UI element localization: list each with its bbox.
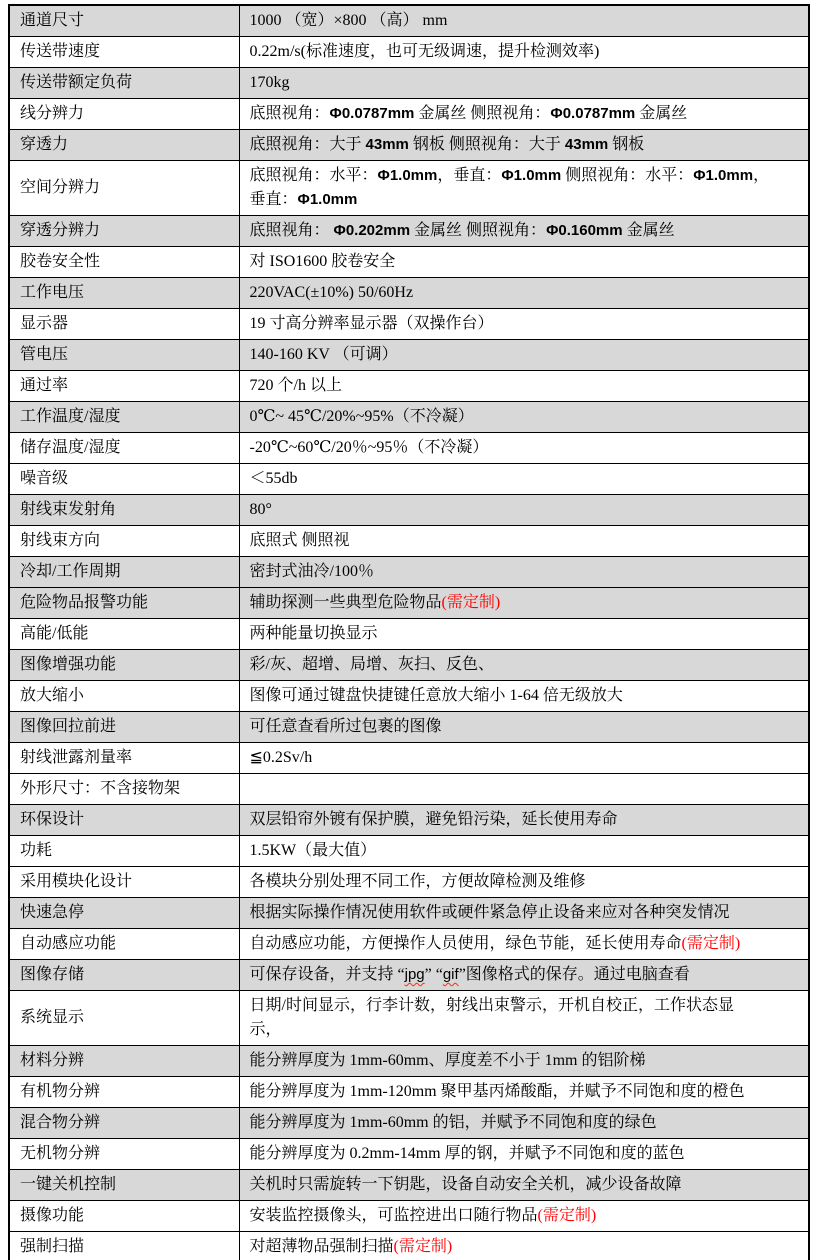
table-row	[9, 5, 809, 37]
spec-value-cell	[239, 464, 809, 495]
spec-value-text: ≦0.2Sv/h	[249, 749, 313, 766]
spec-value-cell	[239, 161, 809, 216]
custom-required-note: (需定制)	[441, 594, 501, 611]
spec-name-cell: 放大缩小	[9, 681, 239, 712]
spec-value-cell	[239, 247, 809, 278]
spec-name-cell: 空间分辨力	[9, 161, 239, 216]
table-row	[9, 130, 809, 161]
spec-value-cell	[239, 495, 809, 526]
spec-value-text: ，垂直：	[437, 167, 502, 184]
spec-value-text: 自动感应功能，方便操作人员使用，绿色节能，延长使用寿命	[249, 935, 682, 952]
spec-value-text: ” “	[424, 966, 443, 983]
spec-value-text: Φ1.0mm	[501, 167, 562, 184]
table-row	[9, 836, 809, 867]
table-row	[9, 99, 809, 130]
spec-value-text: 钢板 侧照视角：大于	[408, 136, 565, 153]
spec-name-cell: 一键关机控制	[9, 1170, 239, 1201]
spec-value-cell	[239, 619, 809, 650]
spec-value-cell	[239, 929, 809, 960]
spec-name-cell: 线分辨力	[9, 99, 239, 130]
spec-value-cell	[239, 898, 809, 929]
spec-name-cell: 工作温度/湿度	[9, 402, 239, 433]
spec-name-cell: 穿透力	[9, 130, 239, 161]
spec-name-cell: 图像回拉前进	[9, 712, 239, 743]
spec-value-text: 43mm	[365, 136, 409, 153]
spec-value-cell	[239, 309, 809, 340]
spec-value-text: 能分辨厚度为 1mm-120mm 聚甲基丙烯酸酯，并赋予不同饱和度的橙色	[249, 1083, 745, 1100]
table-row	[9, 161, 809, 216]
spec-name-cell: 采用模块化设计	[9, 867, 239, 898]
spec-value-text: 能分辨厚度为 1mm-60mm、厚度差不小于 1mm 的铝阶梯	[249, 1052, 646, 1069]
spec-name-cell: 工作电压	[9, 278, 239, 309]
spec-value-text: 辅助探测一些典型危险物品	[249, 594, 442, 611]
spec-value-text: 侧照视角：水平：	[561, 167, 694, 184]
table-row	[9, 929, 809, 960]
spec-value-text: 1.5KW（最大值）	[249, 842, 377, 859]
spec-value-cell	[239, 1046, 809, 1077]
spec-value-text: Φ0.202mm	[333, 222, 411, 239]
table-row	[9, 495, 809, 526]
spec-value-text: 0℃~ 45℃/20%~95%（不冷凝）	[249, 408, 474, 425]
spec-value-text: 金属丝	[622, 222, 675, 239]
spec-value-text: Φ0.0787mm	[329, 105, 415, 122]
table-row	[9, 37, 809, 68]
spec-name-cell: 传送带额定负荷	[9, 68, 239, 99]
spec-value-cell	[239, 68, 809, 99]
spec-value-cell	[239, 1201, 809, 1232]
table-row	[9, 464, 809, 495]
spec-name-cell: 射线泄露剂量率	[9, 743, 239, 774]
custom-required-note: (需定制)	[393, 1238, 453, 1255]
spec-value-text: 720 个/h 以上	[249, 377, 342, 394]
spec-value-text: 140-160 KV （可调）	[249, 346, 398, 363]
spec-value-cell	[239, 216, 809, 247]
spec-name-cell: 穿透分辨力	[9, 216, 239, 247]
spec-value-text: 170kg	[249, 74, 290, 91]
spec-name-cell: 危险物品报警功能	[9, 588, 239, 619]
spec-value-text: 19 寸高分辨率显示器（双操作台）	[249, 315, 494, 332]
table-row	[9, 1232, 809, 1260]
spec-value-text: 根据实际操作情况使用软件或硬件紧急停止设备来应对各种突发情况	[249, 904, 730, 921]
spec-value-text: 关机时只需旋转一下钥匙，设备自动安全关机，减少设备故障	[249, 1176, 682, 1193]
spec-name-cell: 通过率	[9, 371, 239, 402]
table-row	[9, 557, 809, 588]
table-row	[9, 1108, 809, 1139]
spec-value-cell	[239, 1170, 809, 1201]
spec-value-cell	[239, 1139, 809, 1170]
spec-value-cell	[239, 1077, 809, 1108]
spec-value-text: 图像可通过键盘快捷键任意放大缩小 1-64 倍无级放大	[249, 687, 623, 704]
spec-value-cell	[239, 1232, 809, 1260]
spec-value-text: -20℃~60℃/20％~95％（不冷凝）	[249, 439, 489, 456]
spec-name-cell: 无机物分辨	[9, 1139, 239, 1170]
spellcheck-flagged-text: gif	[442, 966, 459, 983]
spec-value-text: Φ0.0787mm	[550, 105, 636, 122]
table-row	[9, 960, 809, 991]
spec-value-cell	[239, 37, 809, 68]
spec-name-cell: 管电压	[9, 340, 239, 371]
spec-value-text: 钢板	[608, 136, 645, 153]
spec-value-text: 对超薄物品强制扫描	[249, 1238, 394, 1255]
spec-value-cell	[239, 130, 809, 161]
spec-value-text: 金属丝 侧照视角：	[410, 222, 547, 239]
spec-value-text: 能分辨厚度为 1mm-60mm 的铝，并赋予不同饱和度的绿色	[249, 1114, 657, 1131]
spec-value-text: 两种能量切换显示	[249, 625, 378, 642]
table-row	[9, 991, 809, 1046]
table-row	[9, 588, 809, 619]
table-row	[9, 433, 809, 464]
spec-value-text: 彩/灰、超增、局增、灰扫、反色、	[249, 656, 494, 673]
spec-name-cell: 传送带速度	[9, 37, 239, 68]
spec-value-cell	[239, 1108, 809, 1139]
spec-value-text: 底照视角：	[249, 105, 330, 122]
spec-name-cell: 快速急停	[9, 898, 239, 929]
table-row	[9, 1170, 809, 1201]
spec-name-cell: 图像增强功能	[9, 650, 239, 681]
table-row	[9, 278, 809, 309]
spec-value-text: 密封式油冷/100％	[249, 563, 374, 580]
spec-name-cell: 射线束方向	[9, 526, 239, 557]
table-row	[9, 712, 809, 743]
spec-value-text: Φ0.160mm	[546, 222, 623, 239]
spec-value-text: 可保存设备，并支持 “	[249, 966, 405, 983]
spec-value-cell	[239, 650, 809, 681]
spec-value-text: 底照式 侧照视	[249, 532, 350, 549]
spec-value-text: 底照视角：水平：	[249, 167, 378, 184]
spec-value-cell	[239, 433, 809, 464]
spec-value-text: 金属丝	[635, 105, 688, 122]
spec-value-text: 安装监控摄像头，可监控进出口随行物品	[249, 1207, 538, 1224]
table-row	[9, 898, 809, 929]
spec-value-cell	[239, 557, 809, 588]
spec-value-cell	[239, 805, 809, 836]
spec-value-cell	[239, 991, 809, 1046]
table-row	[9, 1139, 809, 1170]
spec-value-cell	[239, 960, 809, 991]
table-row	[9, 1077, 809, 1108]
spec-name-cell: 有机物分辨	[9, 1077, 239, 1108]
spec-name-cell: 摄像功能	[9, 1201, 239, 1232]
spec-name-cell: 胶卷安全性	[9, 247, 239, 278]
table-row	[9, 371, 809, 402]
spec-value-cell	[239, 5, 809, 37]
spec-value-text: 可任意查看所过包裹的图像	[249, 718, 442, 735]
table-row	[9, 68, 809, 99]
spec-value-text: Φ1.0mm	[297, 191, 358, 208]
spec-value-cell	[239, 712, 809, 743]
spec-value-text: 能分辨厚度为 0.2mm-14mm 厚的钢，并赋予不同饱和度的蓝色	[249, 1145, 685, 1162]
spellcheck-flagged-text: jpg	[404, 966, 425, 983]
table-row	[9, 805, 809, 836]
spec-value-text: 底照视角：	[249, 222, 334, 239]
spec-value-text: 双层铅帘外镀有保护膜，避免铅污染，延长使用寿命	[249, 811, 618, 828]
spec-value-text: 金属丝 侧照视角：	[414, 105, 551, 122]
spec-value-text: ，	[753, 167, 770, 184]
table-row	[9, 247, 809, 278]
spec-value-text: Φ1.0mm	[377, 167, 438, 184]
spec-value-text: 示，	[249, 1021, 282, 1038]
spec-value-text: 各模块分别处理不同工作，方便故障检测及维修	[249, 873, 586, 890]
spec-value-cell	[239, 681, 809, 712]
spec-name-cell: 混合物分辨	[9, 1108, 239, 1139]
table-row	[9, 402, 809, 433]
spec-value-text: 1000 （宽）×800 （高） mm	[249, 12, 448, 29]
spec-name-cell: 高能/低能	[9, 619, 239, 650]
spec-value-cell	[239, 867, 809, 898]
spec-value-cell	[239, 340, 809, 371]
spec-name-cell: 外形尺寸：不含接物架	[9, 774, 239, 805]
spec-value-text: 垂直：	[249, 191, 298, 208]
spec-value-text: 0.22m/s(标准速度，也可无级调速，提升检测效率)	[249, 43, 600, 60]
table-row	[9, 309, 809, 340]
spec-value-cell	[239, 836, 809, 867]
spec-table	[8, 4, 810, 1260]
spec-value-text: ＜55db	[249, 470, 298, 487]
spec-name-cell: 通道尺寸	[9, 5, 239, 37]
spec-value-cell	[239, 743, 809, 774]
spec-value-cell	[239, 371, 809, 402]
table-row	[9, 681, 809, 712]
table-row	[9, 340, 809, 371]
table-row	[9, 743, 809, 774]
spec-value-text: 对 ISO1600 胶卷安全	[249, 253, 396, 270]
spec-value-text: 底照视角：大于	[249, 136, 366, 153]
spec-name-cell: 噪音级	[9, 464, 239, 495]
spec-value-text: ”图像格式的保存。通过电脑查看	[458, 966, 690, 983]
spec-name-cell: 环保设计	[9, 805, 239, 836]
table-row	[9, 867, 809, 898]
table-row	[9, 650, 809, 681]
spec-value-text: 80°	[249, 501, 272, 518]
table-row	[9, 216, 809, 247]
spec-name-cell: 图像存储	[9, 960, 239, 991]
spec-name-cell: 射线束发射角	[9, 495, 239, 526]
table-row	[9, 774, 809, 805]
spec-value-cell	[239, 278, 809, 309]
table-row	[9, 526, 809, 557]
table-row	[9, 1201, 809, 1232]
spec-value-cell	[239, 526, 809, 557]
custom-required-note: (需定制)	[537, 1207, 597, 1224]
spec-name-cell: 强制扫描	[9, 1232, 239, 1260]
spec-value-cell	[239, 588, 809, 619]
custom-required-note: (需定制)	[681, 935, 741, 952]
spec-value-text: 日期/时间显示，行李计数，射线出束警示，开机自校正，工作状态显	[249, 997, 734, 1014]
spec-value-cell	[239, 402, 809, 433]
spec-name-cell: 自动感应功能	[9, 929, 239, 960]
spec-name-cell: 冷却/工作周期	[9, 557, 239, 588]
spec-value-cell	[239, 774, 809, 805]
spec-name-cell: 显示器	[9, 309, 239, 340]
table-row	[9, 1046, 809, 1077]
spec-name-cell: 材料分辨	[9, 1046, 239, 1077]
spec-name-cell: 系统显示	[9, 991, 239, 1046]
spec-value-text: Φ1.0mm	[693, 167, 754, 184]
table-row	[9, 619, 809, 650]
spec-value-cell	[239, 99, 809, 130]
spec-value-text: 43mm	[564, 136, 609, 153]
spec-name-cell: 功耗	[9, 836, 239, 867]
spec-name-cell: 储存温度/湿度	[9, 433, 239, 464]
spec-value-text: 220VAC(±10%) 50/60Hz	[249, 284, 414, 301]
